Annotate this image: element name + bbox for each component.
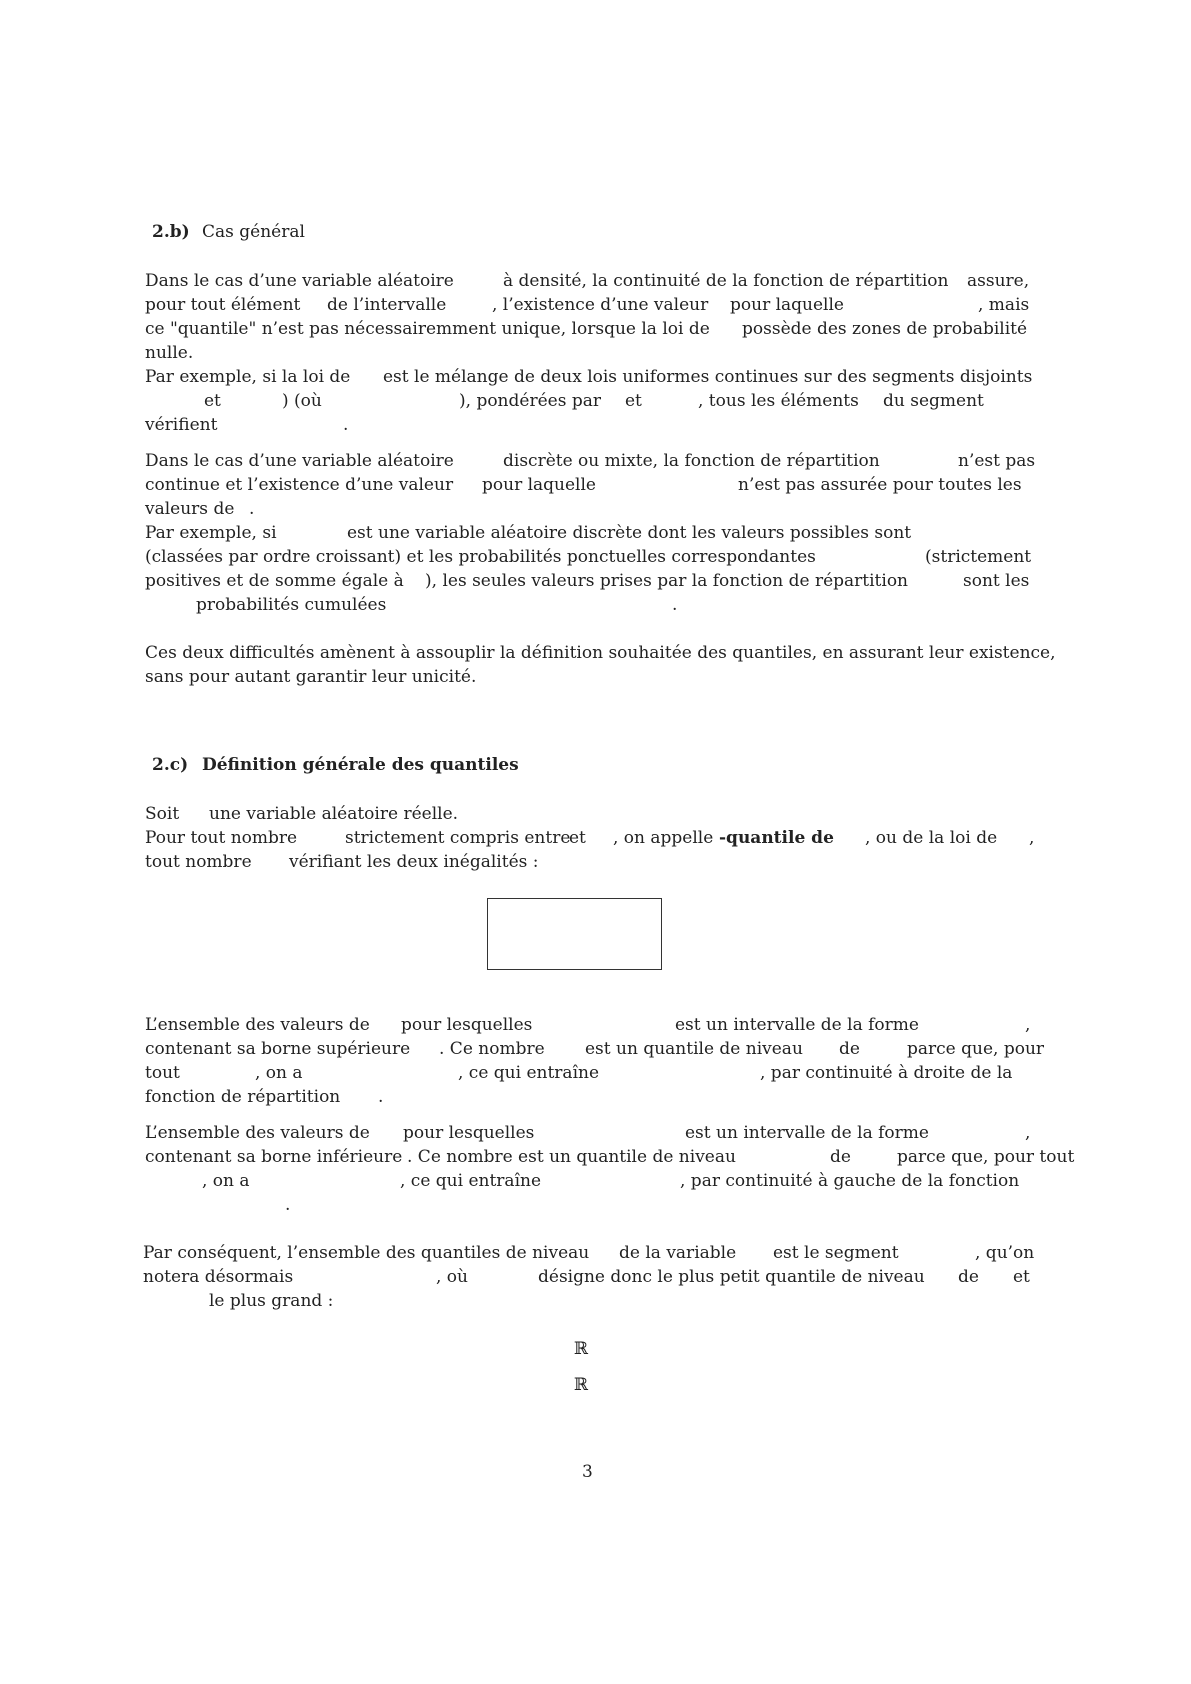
formula-real-set-2: ℝ: [574, 1375, 589, 1395]
formula-real-set-1: ℝ: [574, 1339, 589, 1359]
paragraph-line: Ces deux difficultés amènent à assouplir la définition souhaitée des quantiles, en assurant leur existence,: [145, 643, 1056, 663]
paragraph-line: nulle.: [145, 343, 194, 363]
inequalities-box: [487, 898, 662, 970]
section-2c-title: Définition générale des quantiles: [202, 755, 519, 775]
page-number: 3: [582, 1462, 593, 1482]
paragraph-line: sans pour autant garantir leur unicité.: [145, 667, 477, 687]
section-2c-number: 2.c): [152, 755, 189, 775]
section-2b-number: 2.b): [152, 222, 190, 242]
section-2b-title: Cas général: [202, 222, 305, 242]
